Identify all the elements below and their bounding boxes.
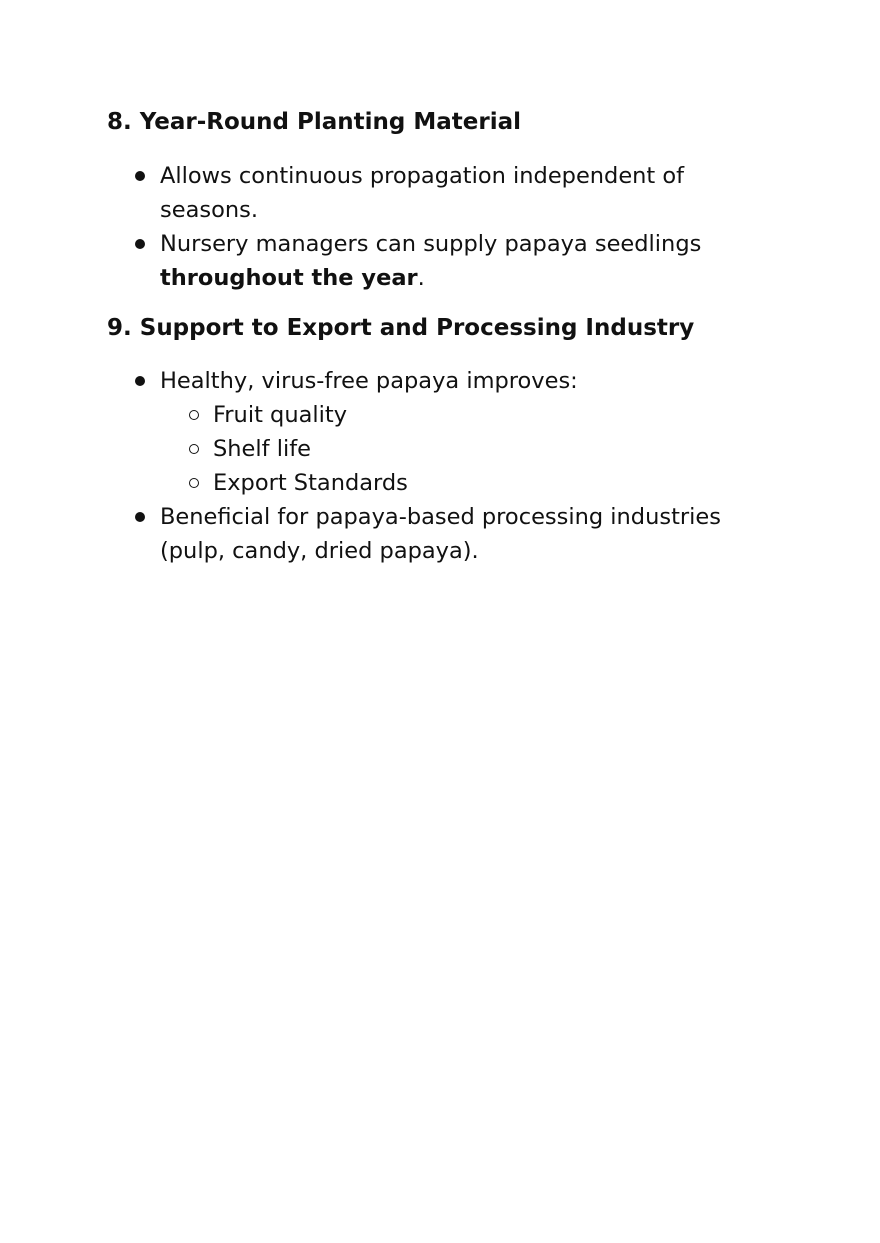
bullet-dot [135,239,145,249]
sub-list-item-text: Export Standards [213,470,408,496]
section-8-heading: 8. Year-Round Planting Material [107,109,522,135]
list-item-text [160,261,425,295]
list-item-text: Beneficial for papaya-based processing industries [160,504,721,530]
list-item-tail: . [417,265,425,291]
bullet-dot [135,171,145,181]
bullet-dot [135,376,145,386]
sub-bullet-circle [189,478,199,488]
list-item-text: Allows continuous propagation independent of [160,163,685,189]
list-item-text: seasons. [160,197,258,223]
section-9-heading: 9. Support to Export and Processing Industry [107,315,695,341]
list-item-text: (pulp, candy, dried papaya). [160,538,479,564]
emphasis-text: throughout the year [160,265,418,291]
sub-bullet-circle [189,410,199,420]
list-item-text: Nursery managers can supply papaya seedlings [160,231,702,257]
sub-list-item-text: Shelf life [213,436,311,462]
list-item-text: Healthy, virus-free papaya improves: [160,368,578,394]
bullet-dot [135,512,145,522]
sub-bullet-circle [189,444,199,454]
sub-list-item-text: Fruit quality [213,402,348,428]
